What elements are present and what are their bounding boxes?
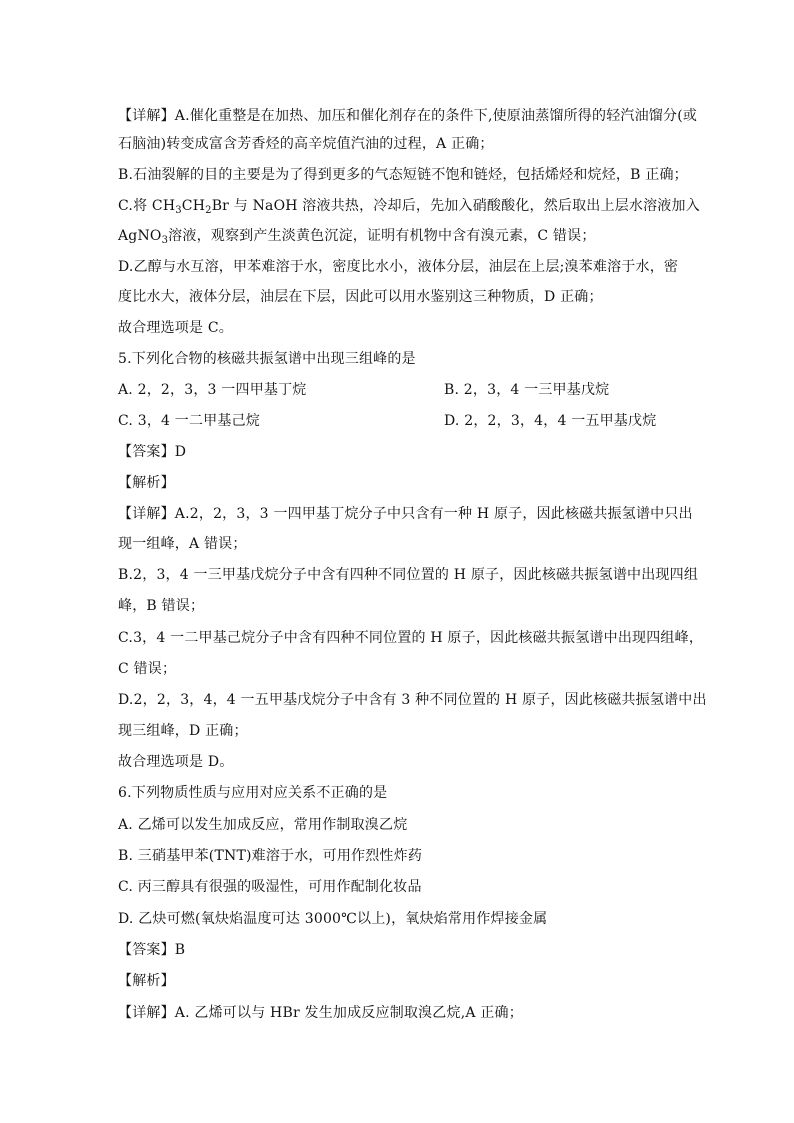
q6-option-d: D. 乙炔可燃(氧炔焰温度可达 3000℃以上)，氧炔焰常用作焊接金属 <box>118 911 548 927</box>
q5-detail-d-line1: D.2，2，3，4，4 一五甲基戊烷分子中含有 3 种不同位置的 H 原子，因此核磁共振氢谱中出 <box>118 692 707 708</box>
q5-conclusion: 故合理选项是 D。 <box>118 754 234 770</box>
q5-detail-a-line1: 【详解】A.2，2，3，3 一四甲基丁烷分子中只含有一种 H 原子，因此核磁共振氢谱中只出 <box>118 506 693 522</box>
q6-option-c: C. 丙三醇具有很强的吸湿性，可用作配制化妆品 <box>118 879 422 895</box>
q4-option-c-explanation-line1: C.将 $CH_3CH_2Br$ 与 NaOH 溶液共热，冷却后，先加入硝酸酸化，然后取出上层水溶液加入 <box>118 198 700 216</box>
q4-conclusion: 故合理选项是 C。 <box>118 320 233 336</box>
q5-answer: 【答案】D <box>118 444 187 460</box>
q6-detail-a: 【详解】A. 乙烯可以与 HBr 发生加成反应制取溴乙烷,A 正确； <box>118 1005 523 1021</box>
q6-option-b: B. 三硝基甲苯(TNT)难溶于水，可用作烈性炸药 <box>118 848 423 864</box>
q4-option-b-explanation: B.石油裂解的目的主要是为了得到更多的气态短链不饱和链烃，包括烯烃和烷烃，B 正确； <box>118 167 688 183</box>
q5-question: 5.下列化合物的核磁共振氢谱中出现三组峰的是 <box>118 351 416 367</box>
q5-analysis-heading: 【解析】 <box>118 475 175 491</box>
q6-option-a: A. 乙烯可以发生加成反应，常用作制取溴乙烷 <box>118 817 408 833</box>
q4-option-d-explanation-line1: D.乙醇与水互溶，甲苯难溶于水，密度比水小，液体分层，油层在上层;溴苯难溶于水，密 <box>118 259 679 275</box>
q4-option-c-explanation-line2: AgNO$_3$溶液，观察到产生淡黄色沉淀，证明有机物中含有溴元素，C 错误； <box>118 228 596 246</box>
q6-answer: 【答案】B <box>118 942 186 958</box>
q5-option-a: A. 2，2，3，3 一四甲基丁烷 <box>118 382 307 398</box>
q5-detail-a-line2: 现一组峰，A 错误； <box>118 536 247 552</box>
q5-option-c: C. 3，4 一二甲基己烷 <box>118 413 260 429</box>
q5-option-b: B. 2，3，4 一三甲基戊烷 <box>444 382 610 398</box>
q5-option-d: D. 2，2，3，4，4 一五甲基戊烷 <box>444 413 657 429</box>
q4-detail-line1: 【详解】A.催化重整是在加热、加压和催化剂存在的条件下,使原油蒸馏所得的轻汽油馏分(或 <box>118 108 698 124</box>
q5-detail-d-line2: 现三组峰，D 正确； <box>118 723 248 739</box>
q6-question: 6.下列物质性质与应用对应关系不正确的是 <box>118 785 388 801</box>
q6-analysis-heading: 【解析】 <box>118 973 175 989</box>
q4-detail-line2: 石脑油)转变成富含芳香烃的高辛烷值汽油的过程，A 正确； <box>118 136 494 152</box>
q5-detail-c-line1: C.3，4 一二甲基己烷分子中含有四种不同位置的 H 原子，因此核磁共振氢谱中出现四组峰， <box>118 630 704 646</box>
q5-detail-b-line1: B.2，3，4 一三甲基戊烷分子中含有四种不同位置的 H 原子，因此核磁共振氢谱中出现四组 <box>118 567 699 583</box>
q5-detail-b-line2: 峰，B 错误； <box>118 598 205 614</box>
q5-detail-c-line2: C 错误； <box>118 661 177 677</box>
q4-option-d-explanation-line2: 度比水大，液体分层，油层在下层，因此可以用水鉴别这三种物质，D 正确； <box>118 289 603 305</box>
